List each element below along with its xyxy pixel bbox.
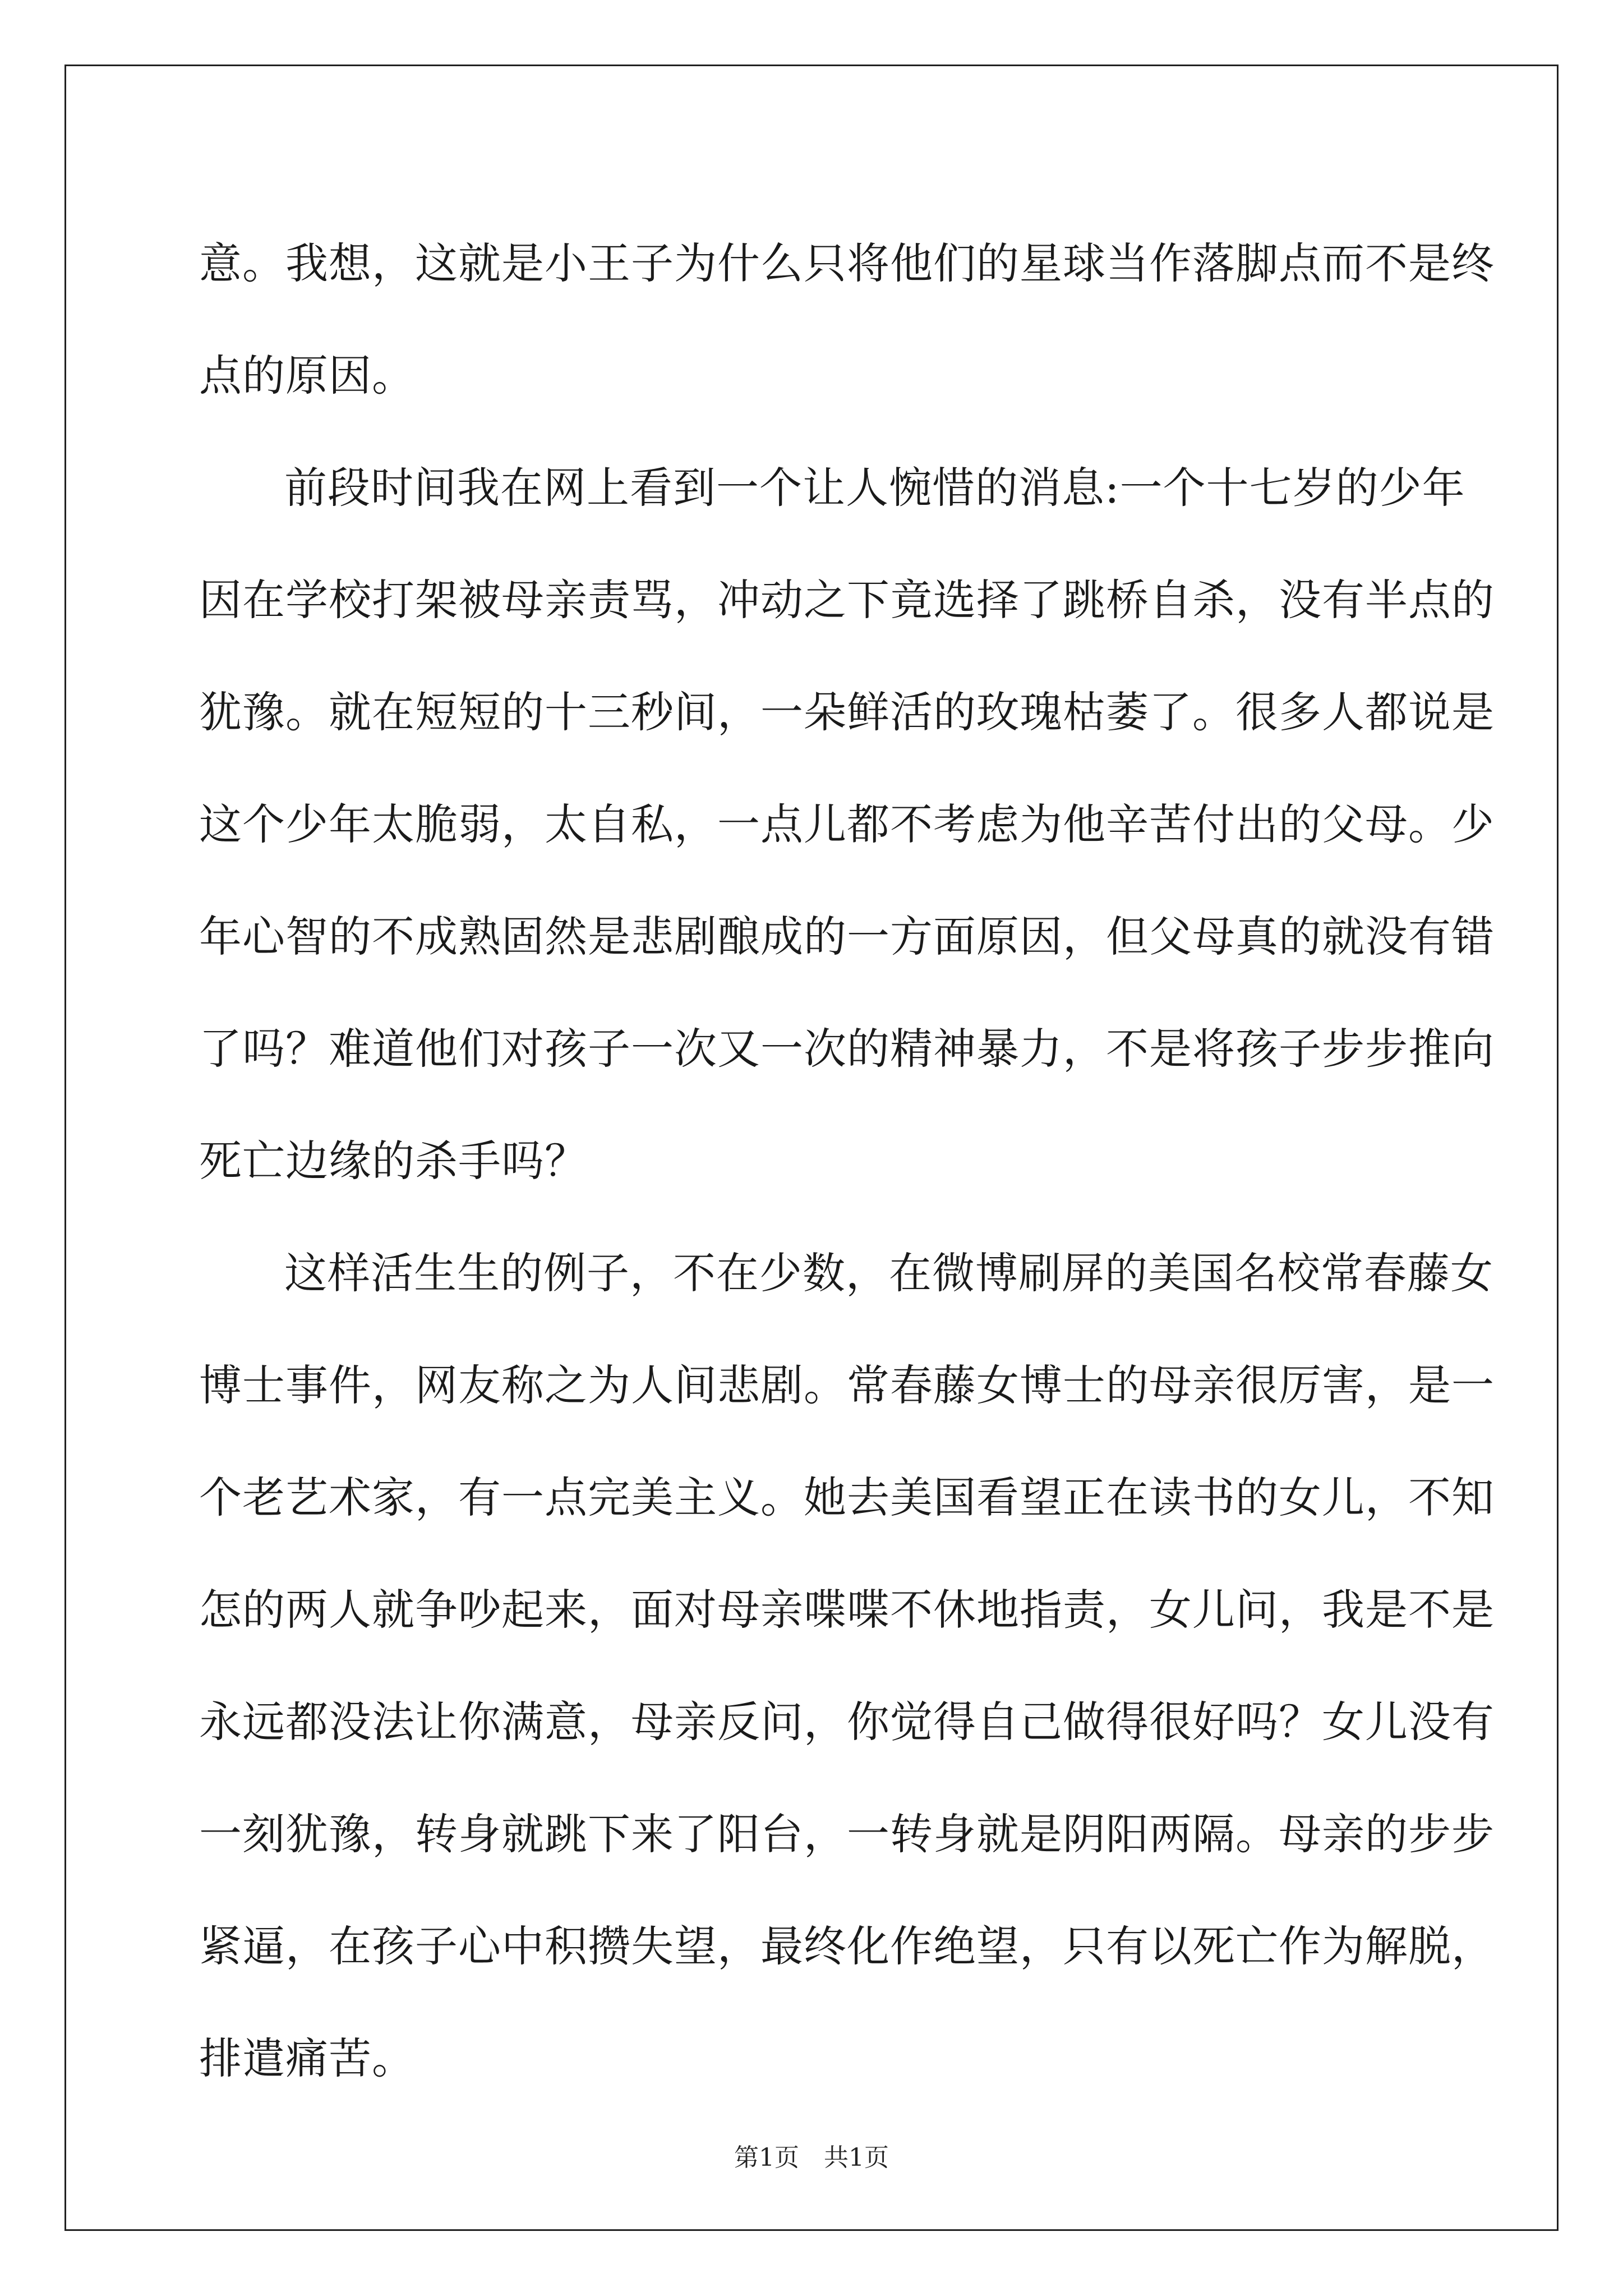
text-line: 一刻犹豫，转身就跳下来了阳台，一转身就是阴阳两隔。母亲的步步 (199, 1809, 1495, 1859)
text-line: 博士事件，网友称之为人间悲剧。常春藤女博士的母亲很厉害，是一 (199, 1360, 1495, 1410)
text-line: 犹豫。就在短短的十三秒间，一朵鲜活的玫瑰枯萎了。很多人都说是 (199, 687, 1495, 737)
text-line: 怎的两人就争吵起来，面对母亲喋喋不休地指责，女儿问，我是不是 (199, 1585, 1495, 1635)
text-line: 紧逼，在孩子心中积攒失望，最终化作绝望，只有以死亡作为解脱， (199, 1921, 1495, 1971)
text-line: 个老艺术家，有一点完美主义。她去美国看望正在读书的女儿，不知 (199, 1473, 1495, 1522)
text-line: 死亡边缘的杀手吗？ (199, 1136, 588, 1186)
text-line: 了吗？难道他们对孩子一次又一次的精神暴力，不是将孩子步步推向 (199, 1024, 1495, 1074)
document-body (199, 208, 1495, 2115)
text-line: 前段时间我在网上看到一个让人惋惜的消息:一个十七岁的少年 (284, 463, 1465, 513)
text-line: 点的原因。 (199, 351, 415, 401)
text-line: 这样活生生的例子，不在少数，在微博刷屏的美国名校常春藤女 (284, 1248, 1493, 1298)
text-line: 年心智的不成熟固然是悲剧酿成的一方面原因，但父母真的就没有错 (199, 912, 1495, 961)
text-line: 排遣痛苦。 (199, 2033, 415, 2083)
text-line: 永远都没法让你满意，母亲反问，你觉得自己做得很好吗？女儿没有 (199, 1697, 1495, 1747)
text-line: 因在学校打架被母亲责骂，冲动之下竟选择了跳桥自杀，没有半点的 (199, 575, 1495, 625)
text-line: 意。我想，这就是小王子为什么只将他们的星球当作落脚点而不是终 (199, 238, 1495, 288)
page-number: 第1页 共1页 (734, 2143, 889, 2172)
text-line: 这个少年太脆弱，太自私，一点儿都不考虑为他辛苦付出的父母。少 (199, 799, 1495, 849)
